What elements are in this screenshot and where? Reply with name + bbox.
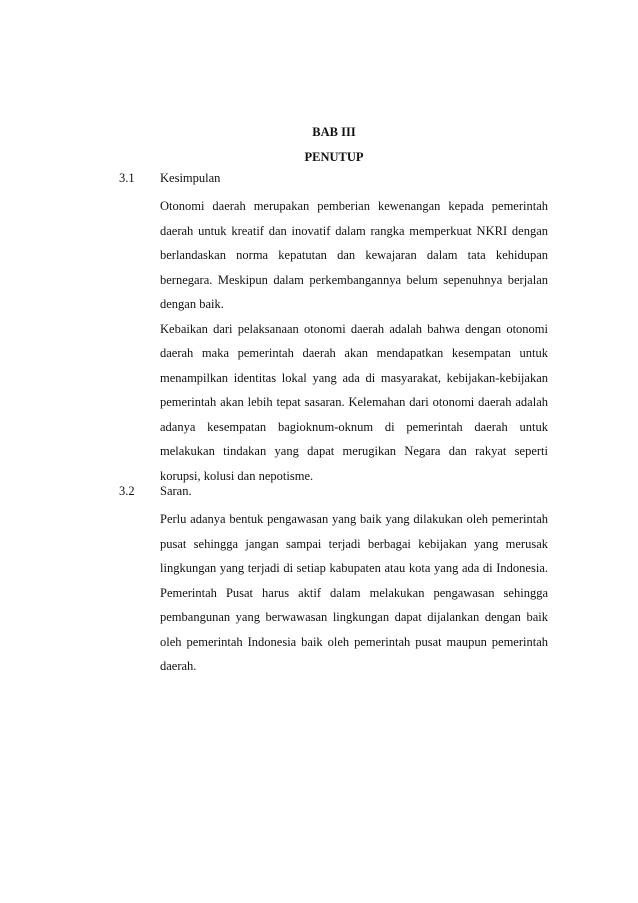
section-heading: Saran. <box>160 484 192 498</box>
chapter-label: BAB III <box>312 125 356 139</box>
section-number: 3.2 <box>119 484 135 498</box>
section-body <box>160 507 548 679</box>
paragraph: Otonomi daerah merupakan pemberian kewenangan kepada pemerintah daerah untuk kreatif dan inovatif dalam rangka memperkuat NKRI dengan berlandaskan norma kepatutan dan kewajaran dalam tata kehidupan bernegara. Meskipun dalam perkembangannya belum sepenuhnya berjalan dengan baik. <box>160 199 548 311</box>
section-number: 3.1 <box>119 171 135 185</box>
section-heading: Kesimpulan <box>160 171 221 185</box>
paragraph: Perlu adanya bentuk pengawasan yang baik yang dilakukan oleh pemerintah pusat sehingga jangan sampai terjadi berbagai kebijakan yang merusak lingkungan yang terjadi di setiap kabupaten atau kota yang ada di Indonesia. Pemerintah Pusat harus aktif dalam melakukan pengawasan sehingga pembangunan yang berwawasan lingkungan dapat dijalankan dengan baik oleh pemerintah Indonesia baik oleh pemerintah pusat maupun pemerintah daerah. <box>160 512 548 673</box>
chapter-title: PENUTUP <box>304 150 364 164</box>
section-body <box>160 194 548 488</box>
paragraph: Kebaikan dari pelaksanaan otonomi daerah adalah bahwa dengan otonomi daerah maka pemerintah daerah akan mendapatkan kesempatan untuk menampilkan identitas lokal yang ada di masyarakat, kebijakan-kebijakan pemerintah akan lebih tepat sasaran. Kelemahan dari otonomi daerah adalah adanya kesempatan bagioknum-oknum di pemerintah daerah untuk melakukan tindakan yang dapat merugikan Negara dan rakyat seperti korupsi, kolusi dan nepotisme. <box>160 321 548 483</box>
